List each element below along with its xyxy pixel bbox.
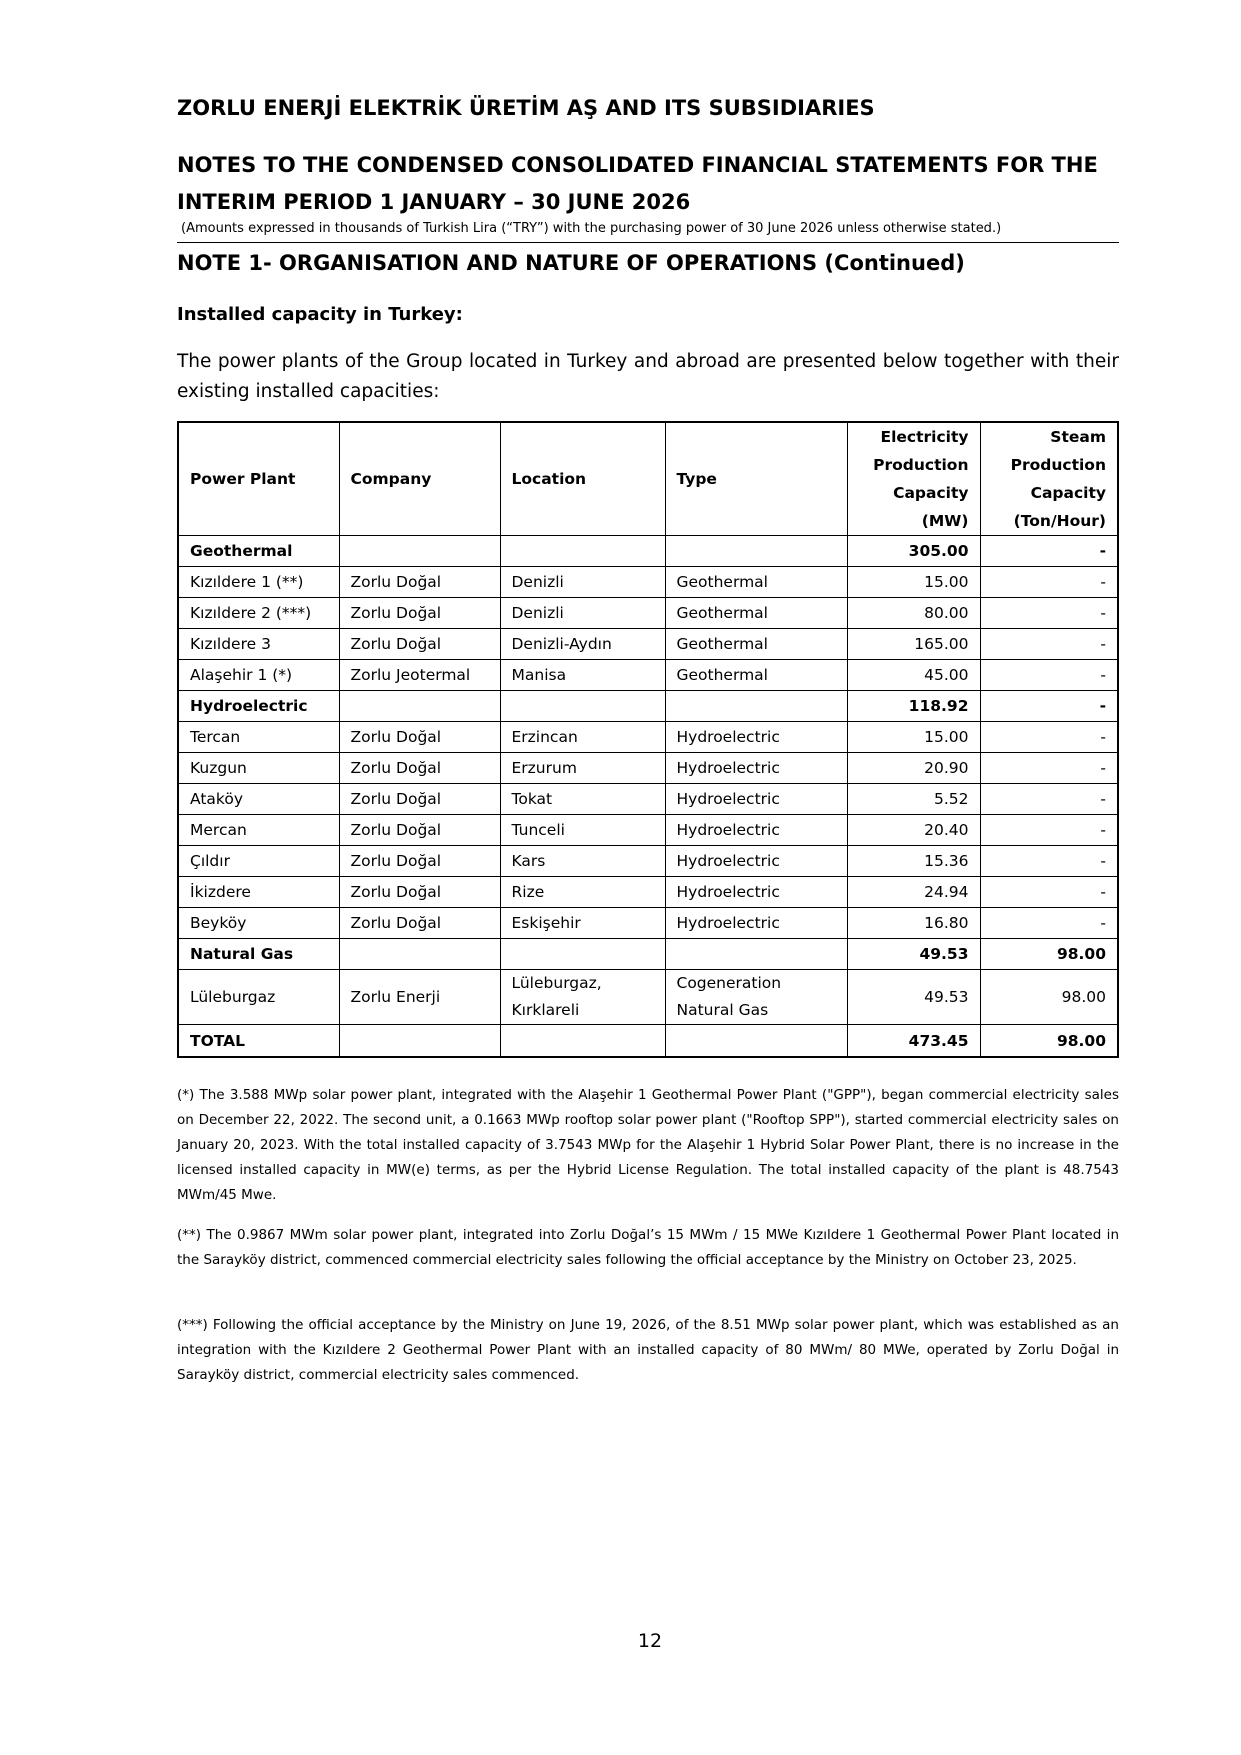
cell-steam: - (980, 691, 1118, 722)
cell-electricity: 49.53 (847, 970, 980, 1025)
header-company: Company (339, 422, 500, 536)
footnote-single-asterisk: (*) The 3.588 MWp solar power plant, integrated with the Alaşehir 1 Geothermal Power Plant ("GPP"), began commercial electricity sales on December 22, 2022. The second unit, a 0.1663 MWp rooftop solar power plant ("Rooftop SPP"), started commercial electricity sales on January 20, 2023. With the total installed capacity of 3.7543 MWp for the Alaşehir 1 Hybrid Solar Power Plant, there is no increase in the licensed installed capacity in MW(e) terms, as per the Hybrid License Regulation. The total installed capacity of the plant is 48.7543 MWm/45 Mwe. (177, 1087, 1119, 1203)
cell-steam: - (980, 629, 1118, 660)
cell-company: Zorlu Doğal (339, 877, 500, 908)
cell-type: Geothermal (665, 598, 847, 629)
statement-title: NOTES TO THE CONDENSED CONSOLIDATED FINANCIAL STATEMENTS FOR THE INTERIM PERIOD 1 JANUARY – 30 JUNE 2026 (177, 153, 1098, 214)
header-steam-capacity: Steam Production Capacity (Ton/Hour) (980, 422, 1118, 536)
cell-type: Cogeneration Natural Gas (665, 970, 847, 1025)
cell-type (665, 939, 847, 970)
cell-company (339, 536, 500, 567)
cell-electricity: 165.00 (847, 629, 980, 660)
footnote-triple-asterisk: (***) Following the official acceptance by the Ministry on June 19, 2026, of the 8.51 MWp solar power plant, which was established as an integration with the Kızıldere 2 Geothermal Power Plant with an installed capacity of 80 MWm/ 80 MWe, operated by Zorlu Doğal in Sarayköy district, commercial electricity sales commenced. (177, 1317, 1119, 1383)
cell-type (665, 1025, 847, 1058)
cell-location: Tokat (500, 784, 665, 815)
cell-location: Tunceli (500, 815, 665, 846)
cell-steam: - (980, 753, 1118, 784)
installed-capacity-table (177, 421, 1119, 1058)
cell-electricity: 15.00 (847, 722, 980, 753)
cell-type: Hydroelectric (665, 877, 847, 908)
cell-steam: 98.00 (980, 1025, 1118, 1058)
cell-type: Hydroelectric (665, 846, 847, 877)
cell-location: Eskişehir (500, 908, 665, 939)
cell-location: Denizli (500, 567, 665, 598)
cell-location (500, 691, 665, 722)
cell-electricity: 20.40 (847, 815, 980, 846)
cell-location (500, 1025, 665, 1058)
cell-location: Erzincan (500, 722, 665, 753)
cell-steam: 98.00 (980, 970, 1118, 1025)
table-row (178, 815, 1118, 846)
cell-plant: Kızıldere 3 (178, 629, 339, 660)
cell-steam: - (980, 877, 1118, 908)
cell-location (500, 939, 665, 970)
cell-plant: TOTAL (178, 1025, 339, 1058)
cell-steam: - (980, 567, 1118, 598)
cell-plant: Kızıldere 2 (***) (178, 598, 339, 629)
cell-plant: Mercan (178, 815, 339, 846)
cell-type: Hydroelectric (665, 722, 847, 753)
cell-location: Kars (500, 846, 665, 877)
cell-electricity: 45.00 (847, 660, 980, 691)
table-body (178, 536, 1118, 1058)
cell-type: Geothermal (665, 629, 847, 660)
cell-location: Denizli-Aydın (500, 629, 665, 660)
cell-type (665, 536, 847, 567)
table-row (178, 629, 1118, 660)
header-location: Location (500, 422, 665, 536)
cell-location: Erzurum (500, 753, 665, 784)
table-row (178, 908, 1118, 939)
cell-company: Zorlu Doğal (339, 908, 500, 939)
cell-location: Denizli (500, 598, 665, 629)
cell-plant: Natural Gas (178, 939, 339, 970)
cell-location: Lüleburgaz, Kırklareli (500, 970, 665, 1025)
header-divider (177, 242, 1119, 243)
cell-plant: Kuzgun (178, 753, 339, 784)
header-power-plant: Power Plant (178, 422, 339, 536)
cell-electricity: 80.00 (847, 598, 980, 629)
cell-electricity: 118.92 (847, 691, 980, 722)
cell-type: Hydroelectric (665, 753, 847, 784)
cell-steam: - (980, 660, 1118, 691)
note-title: NOTE 1- ORGANISATION AND NATURE OF OPERATIONS (Continued) (177, 251, 965, 275)
page-number: 12 (637, 1630, 663, 1652)
table-row (178, 970, 1118, 1025)
table-header-row (178, 422, 1118, 536)
table-row (178, 1025, 1118, 1058)
cell-company: Zorlu Doğal (339, 722, 500, 753)
table-row (178, 598, 1118, 629)
cell-location: Manisa (500, 660, 665, 691)
table-row (178, 753, 1118, 784)
cell-plant: İkizdere (178, 877, 339, 908)
cell-steam: - (980, 536, 1118, 567)
intro-paragraph: The power plants of the Group located in Turkey and abroad are presented below together with their existing installed capacities: (177, 351, 1119, 402)
cell-electricity: 305.00 (847, 536, 980, 567)
cell-plant: Lüleburgaz (178, 970, 339, 1025)
cell-plant: Hydroelectric (178, 691, 339, 722)
header-type: Type (665, 422, 847, 536)
amounts-note: (Amounts expressed in thousands of Turkish Lira (“TRY”) with the purchasing power of 30 June 2026 unless otherwise stated.) (181, 221, 1002, 236)
cell-type: Geothermal (665, 660, 847, 691)
cell-plant: Kızıldere 1 (**) (178, 567, 339, 598)
table-row (178, 536, 1118, 567)
table-row (178, 846, 1118, 877)
header-electricity-capacity: Electricity Production Capacity (MW) (847, 422, 980, 536)
cell-electricity: 15.36 (847, 846, 980, 877)
cell-company: Zorlu Doğal (339, 846, 500, 877)
company-heading: ZORLU ENERJİ ELEKTRİK ÜRETİM AŞ AND ITS SUBSIDIARIES (177, 96, 875, 120)
cell-steam: 98.00 (980, 939, 1118, 970)
cell-company (339, 939, 500, 970)
cell-electricity: 5.52 (847, 784, 980, 815)
cell-plant: Alaşehir 1 (*) (178, 660, 339, 691)
cell-plant: Ataköy (178, 784, 339, 815)
cell-plant: Çıldır (178, 846, 339, 877)
cell-electricity: 20.90 (847, 753, 980, 784)
cell-plant: Tercan (178, 722, 339, 753)
cell-company (339, 1025, 500, 1058)
cell-company: Zorlu Doğal (339, 753, 500, 784)
table-row (178, 939, 1118, 970)
cell-company: Zorlu Doğal (339, 815, 500, 846)
cell-electricity: 473.45 (847, 1025, 980, 1058)
cell-company: Zorlu Doğal (339, 598, 500, 629)
table-row (178, 691, 1118, 722)
cell-electricity: 15.00 (847, 567, 980, 598)
cell-type: Geothermal (665, 567, 847, 598)
cell-company: Zorlu Doğal (339, 567, 500, 598)
cell-type: Hydroelectric (665, 815, 847, 846)
cell-company (339, 691, 500, 722)
cell-type (665, 691, 847, 722)
cell-electricity: 24.94 (847, 877, 980, 908)
cell-plant: Geothermal (178, 536, 339, 567)
table-row (178, 784, 1118, 815)
cell-company: Zorlu Doğal (339, 784, 500, 815)
cell-location: Rize (500, 877, 665, 908)
cell-steam: - (980, 815, 1118, 846)
cell-steam: - (980, 598, 1118, 629)
cell-steam: - (980, 846, 1118, 877)
cell-electricity: 16.80 (847, 908, 980, 939)
table-row (178, 567, 1118, 598)
cell-type: Hydroelectric (665, 908, 847, 939)
section-title: Installed capacity in Turkey: (177, 304, 463, 325)
cell-electricity: 49.53 (847, 939, 980, 970)
cell-location (500, 536, 665, 567)
cell-company: Zorlu Doğal (339, 629, 500, 660)
table-row (178, 877, 1118, 908)
cell-company: Zorlu Enerji (339, 970, 500, 1025)
cell-type: Hydroelectric (665, 784, 847, 815)
cell-steam: - (980, 722, 1118, 753)
cell-plant: Beyköy (178, 908, 339, 939)
cell-company: Zorlu Jeotermal (339, 660, 500, 691)
table-row (178, 660, 1118, 691)
table-row (178, 722, 1118, 753)
cell-steam: - (980, 784, 1118, 815)
footnote-double-asterisk: (**) The 0.9867 MWm solar power plant, integrated into Zorlu Doğal’s 15 MWm / 15 MWe Kızıldere 1 Geothermal Power Plant located in the Sarayköy district, commenced commercial electricity sales following the official acceptance by the Ministry on October 23, 2025. (177, 1227, 1119, 1268)
cell-steam: - (980, 908, 1118, 939)
